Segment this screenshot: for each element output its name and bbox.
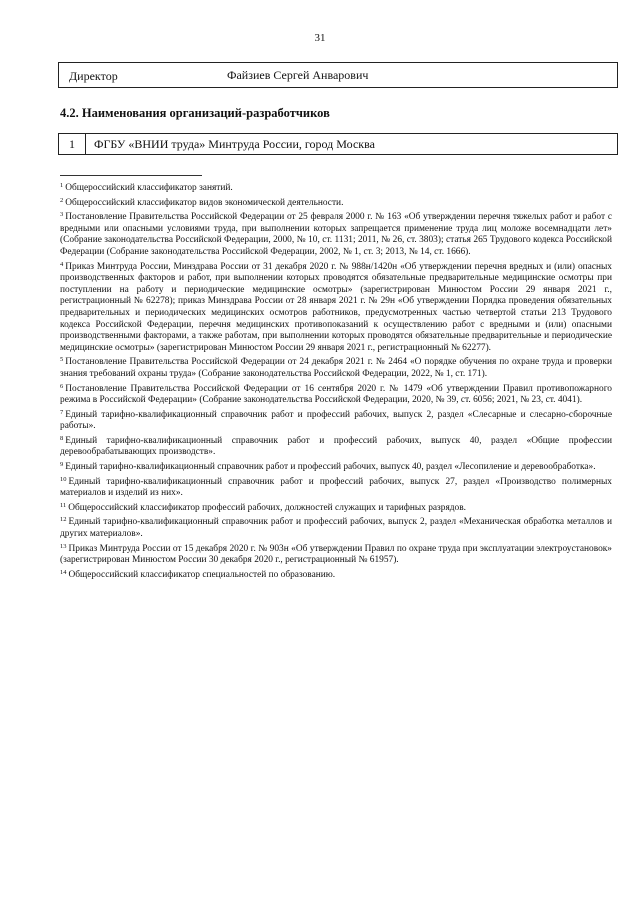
- footnote-mark: 4: [60, 260, 64, 268]
- footnote-mark: 11: [60, 501, 67, 509]
- footnotes: [60, 180, 612, 581]
- footnote-text: Общероссийский классификатор специальностей по образованию.: [68, 569, 336, 580]
- footnote-text: Приказ Минтруда России, Минздрава России от 31 декабря 2020 г. № 988н/1420н «Об утверждении перечня вредных и (или) опасных производственных факторов и работ, при выполнении которых проводятся обязательные предварительные медицинские осмотры при поступлении на работу и периодические медицинские осмотры» (зарегистрирован Минюстом России 29 января 2021 г., регистрационный № 62278); приказ Минздрава России от 28 января 2021 г. № 29н «Об утверждении Порядка проведения обязательных предварительных и периодических медицинских осмотров работников, предусмотренных частью четвертой статьи 213 Трудового кодекса Российской Федерации, перечня медицинских противопоказаний к осуществлению работ с вредными и (или) опасными производственными факторами, а также работам, при выполнении которых проводятся обязательные предварительные и периодические медицинские осмотры» (зарегистрирован Минюстом России 29 января 2021 г., регистрационный № 62277).: [60, 261, 612, 353]
- footnote-text: Общероссийский классификатор видов экономической деятельности.: [65, 197, 344, 208]
- footnote: [60, 259, 612, 355]
- footnote-mark: 5: [60, 356, 64, 364]
- footnote-mark: 2: [60, 196, 64, 204]
- section-heading: 4.2. Наименования организаций-разработчиков: [60, 106, 330, 120]
- org-name: ФГБУ «ВНИИ труда» Минтруда России, город Москва: [94, 137, 375, 151]
- footnote: [60, 407, 612, 433]
- director-role: Директор: [69, 69, 118, 83]
- footnote-mark: 6: [60, 382, 64, 390]
- footnote-mark: 14: [60, 568, 67, 576]
- footnote: [60, 514, 612, 540]
- footnote-separator: [60, 175, 202, 176]
- footnote: [60, 381, 612, 407]
- footnote: [60, 541, 612, 567]
- footnote-mark: 7: [60, 408, 64, 416]
- footnote-text: Постановление Правительства Российской Федерации от 24 декабря 2021 г. № 2464 «О порядке обучения по охране труда и проверки знания требований охраны труда» (Собрание законодательства Российской Федерации, 2022, № 1, ст. 171).: [60, 357, 612, 379]
- footnote-mark: 12: [60, 516, 67, 524]
- footnote-text: Единый тарифно-квалификационный справочник работ и профессий рабочих, выпуск 27, раздел «Производство полимерных материалов и изделий из них».: [60, 476, 612, 499]
- footnote: [60, 180, 612, 195]
- footnote-text: Постановление Правительства Российской Федерации от 25 февраля 2000 г. № 163 «Об утверждении перечня тяжелых работ и работ с вредными или опасными условиями труда, при выполнении которых запрещается применение труда лиц моложе восемнадцати лет» (Собрание законодательства Российской Федерации, 2000, № 10, ст. 1131; 2011, № 26, ст. 3803); статья 265 Трудового кодекса Российской Федерации (Собрание законодательства Российской Федерации, 2002, № 1, ст. 3; 2013, № 14, ст. 1666).: [60, 212, 612, 257]
- footnote-mark: 9: [60, 461, 64, 469]
- page-number: 31: [314, 32, 326, 44]
- footnote-text: Единый тарифно-квалификационный справочник работ и профессий рабочих, выпуск 40, раздел «Общие профессии деревообрабатывающих производств».: [60, 435, 612, 458]
- footnote-mark: 8: [60, 434, 64, 442]
- footnote-mark: 13: [60, 542, 67, 550]
- footnote: [60, 354, 612, 380]
- footnote-mark: 3: [60, 211, 64, 219]
- footnote: [60, 567, 612, 582]
- footnote-mark: 10: [60, 475, 67, 483]
- footnote-text: Единый тарифно-квалификационный справочник работ и профессий рабочих, выпуск 2, раздел «Слесарные и слесарно-сборочные работы».: [60, 409, 612, 432]
- footnote: [60, 195, 612, 210]
- footnote: [60, 459, 612, 474]
- org-table: [58, 133, 618, 155]
- footnote-text: Общероссийский классификатор занятий.: [65, 183, 233, 193]
- footnote: [60, 500, 612, 515]
- org-number: 1: [59, 134, 86, 154]
- footnote-text: Общероссийский классификатор профессий рабочих, должностей служащих и тарифных разрядов.: [68, 502, 466, 513]
- footnote: [60, 209, 612, 258]
- footnote: [60, 474, 612, 500]
- footnote-mark: 1: [60, 182, 64, 189]
- footnote-text: Постановление Правительства Российской Федерации от 16 сентября 2020 г. № 1479 «Об утверждении Правил противопожарного режима в Российской Федерации» (Собрание законодательства Российской Федерации, 2020, № 39, ст. 6056; 2021, № 23, ст. 4041).: [60, 383, 612, 406]
- footnote-text: Единый тарифно-квалификационный справочник работ и профессий рабочих, выпуск 40, раздел «Лесопиление и деревообработка».: [65, 462, 596, 473]
- director-table: [58, 62, 618, 88]
- footnote: [60, 433, 612, 459]
- director-name: Файзиев Сергей Анварович: [227, 68, 369, 82]
- footnote-text: Единый тарифно-квалификационный справочник работ и профессий рабочих, выпуск 2, раздел «Механическая обработка металлов и других материалов».: [60, 517, 612, 540]
- footnote-text: Приказ Минтруда России от 15 декабря 2020 г. № 903н «Об утверждении Правил по охране труда при эксплуатации электроустановок» (зарегистрирован Минюстом России 30 декабря 2020 г., регистрационный № 61957).: [60, 543, 612, 566]
